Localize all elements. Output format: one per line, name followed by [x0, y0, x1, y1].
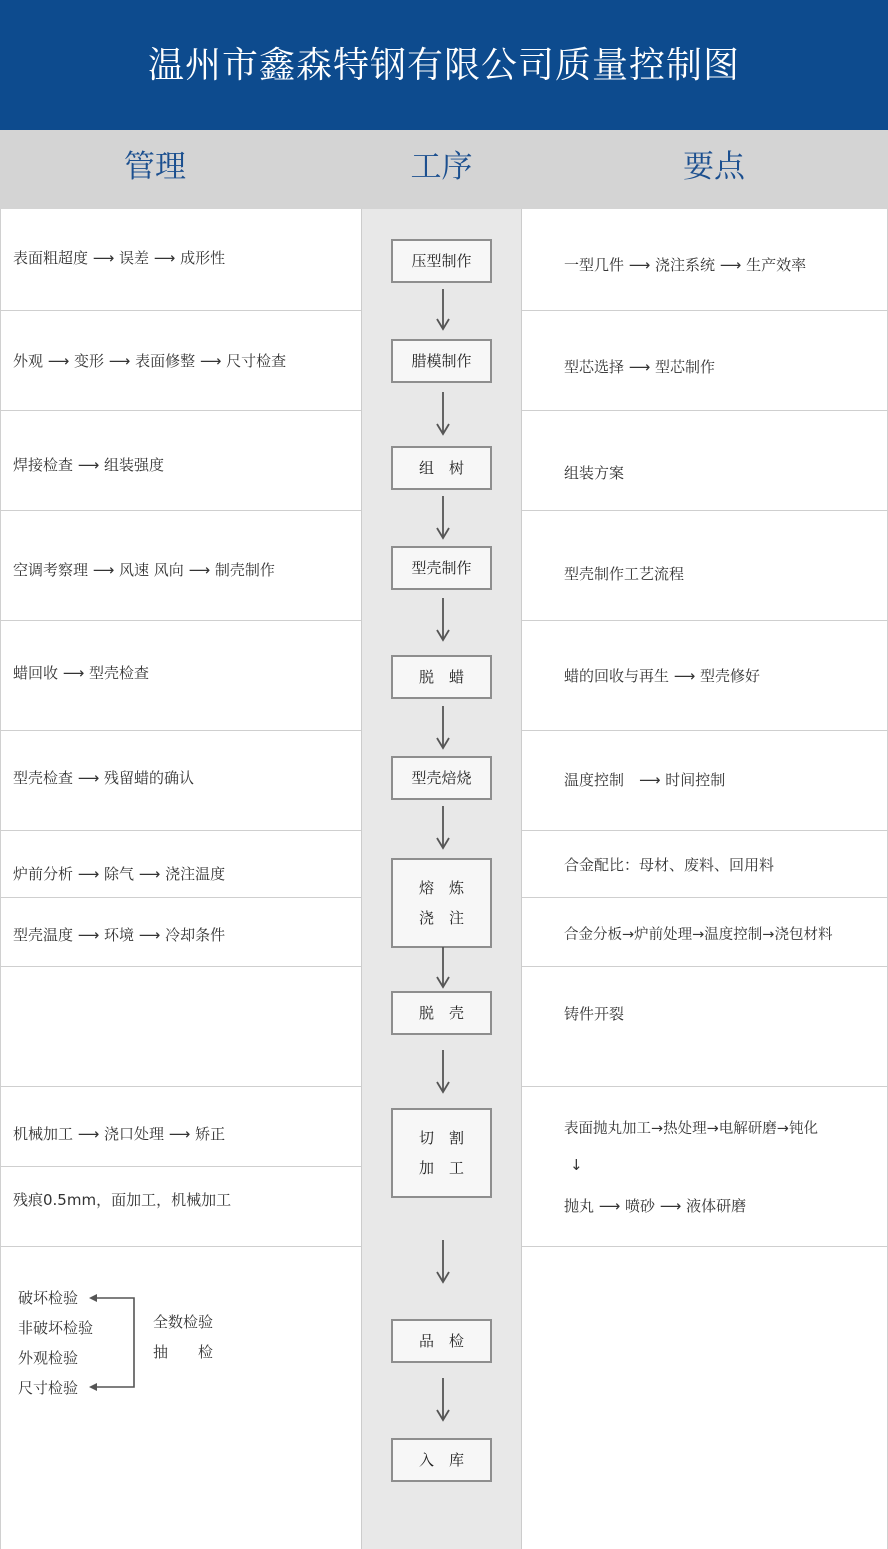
down-arrow-icon: [434, 598, 452, 642]
process-step: 熔 炼 浇 注: [391, 858, 492, 948]
process-step: 品 检: [391, 1319, 492, 1363]
key-point: 铸件开裂: [564, 1005, 625, 1023]
key-point: 一型几件 ⟶ 浇注系统 ⟶ 生产效率: [564, 256, 807, 274]
row-divider: [522, 620, 888, 621]
row-divider: [522, 310, 888, 311]
inspection-item: 尺寸检验: [18, 1379, 79, 1397]
inspection-item: 外观检验: [18, 1349, 79, 1367]
down-arrow-icon: [434, 1050, 452, 1094]
row-divider: [0, 310, 361, 311]
management-item: 表面粗超度 ⟶ 误差 ⟶ 成形性: [13, 249, 226, 267]
inspection-item: 破坏检验: [18, 1289, 79, 1307]
down-arrow-icon: [434, 496, 452, 540]
row-divider: [522, 410, 888, 411]
key-point: 表面抛丸加工→热处理→电解研磨→钝化: [564, 1121, 818, 1137]
key-point: 型芯选择 ⟶ 型芯制作: [564, 358, 716, 376]
process-step: 压型制作: [391, 239, 492, 283]
row-divider: [0, 410, 361, 411]
inspection-method: 抽 检: [153, 1343, 214, 1361]
inspection-bracket: [84, 1288, 140, 1398]
management-item: 空调考察理 ⟶ 风速 风向 ⟶ 制壳制作: [13, 561, 275, 579]
process-step: 型壳制作: [391, 546, 492, 590]
key-point: 温度控制 ⟶ 时间控制: [564, 771, 726, 789]
row-divider: [0, 510, 361, 511]
key-point: 合金分板→炉前处理→温度控制→浇包材料: [564, 927, 833, 943]
key-point: 组装方案: [564, 464, 625, 482]
inspection-method: 全数检验: [153, 1313, 214, 1331]
process-step: 组 树: [391, 446, 492, 490]
management-item: 焊接检查 ⟶ 组装强度: [13, 456, 165, 474]
process-step: 脱 壳: [391, 991, 492, 1035]
row-divider: [0, 1166, 361, 1167]
management-item: 机械加工 ⟶ 浇口处理 ⟶ 矫正: [13, 1125, 226, 1143]
down-arrow-icon: [434, 289, 452, 331]
row-divider: [522, 830, 888, 831]
down-arrow-icon: ↓: [570, 1156, 583, 1174]
row-divider: [522, 1086, 888, 1087]
management-item: 蜡回收 ⟶ 型壳检查: [13, 664, 150, 682]
row-divider: [0, 1086, 361, 1087]
row-divider: [0, 897, 361, 898]
row-divider: [522, 897, 888, 898]
down-arrow-icon: [434, 947, 452, 989]
key-point: 型壳制作工艺流程: [564, 565, 685, 583]
process-step: 入 库: [391, 1438, 492, 1482]
row-divider: [522, 510, 888, 511]
header-key-points: 要点: [683, 149, 745, 185]
management-item: 外观 ⟶ 变形 ⟶ 表面修整 ⟶ 尺寸检查: [13, 352, 287, 370]
management-item: 残痕0.5mm，面加工，机械加工: [13, 1191, 232, 1209]
down-arrow-icon: [434, 806, 452, 850]
key-point: 抛丸 ⟶ 喷砂 ⟶ 液体研磨: [564, 1197, 747, 1215]
management-item: 型壳温度 ⟶ 环境 ⟶ 冷却条件: [13, 926, 226, 944]
down-arrow-icon: [434, 706, 452, 750]
management-item: 炉前分析 ⟶ 除气 ⟶ 浇注温度: [13, 865, 226, 883]
page-title: 温州市鑫森特钢有限公司质量控制图: [147, 45, 740, 86]
row-divider: [0, 966, 361, 967]
header-process: 工序: [410, 149, 473, 185]
row-divider: [522, 966, 888, 967]
inspection-item: 非破坏检验: [18, 1319, 94, 1337]
management-item: 型壳检查 ⟶ 残留蜡的确认: [13, 769, 195, 787]
row-divider: [0, 620, 361, 621]
process-step: 腊模制作: [391, 339, 492, 383]
header-management: 管理: [124, 149, 186, 185]
key-point: 合金配比：母材、废料、回用料: [564, 856, 775, 874]
row-divider: [0, 1246, 361, 1247]
row-divider: [522, 1246, 888, 1247]
row-divider: [0, 730, 361, 731]
down-arrow-icon: [434, 1378, 452, 1422]
process-step: 型壳焙烧: [391, 756, 492, 800]
key-point: 蜡的回收与再生 ⟶ 型壳修好: [564, 667, 761, 685]
down-arrow-icon: [434, 1240, 452, 1284]
process-step: 脱 蜡: [391, 655, 492, 699]
down-arrow-icon: [434, 392, 452, 436]
row-divider: [0, 830, 361, 831]
process-step: 切 割 加 工: [391, 1108, 492, 1198]
row-divider: [522, 730, 888, 731]
